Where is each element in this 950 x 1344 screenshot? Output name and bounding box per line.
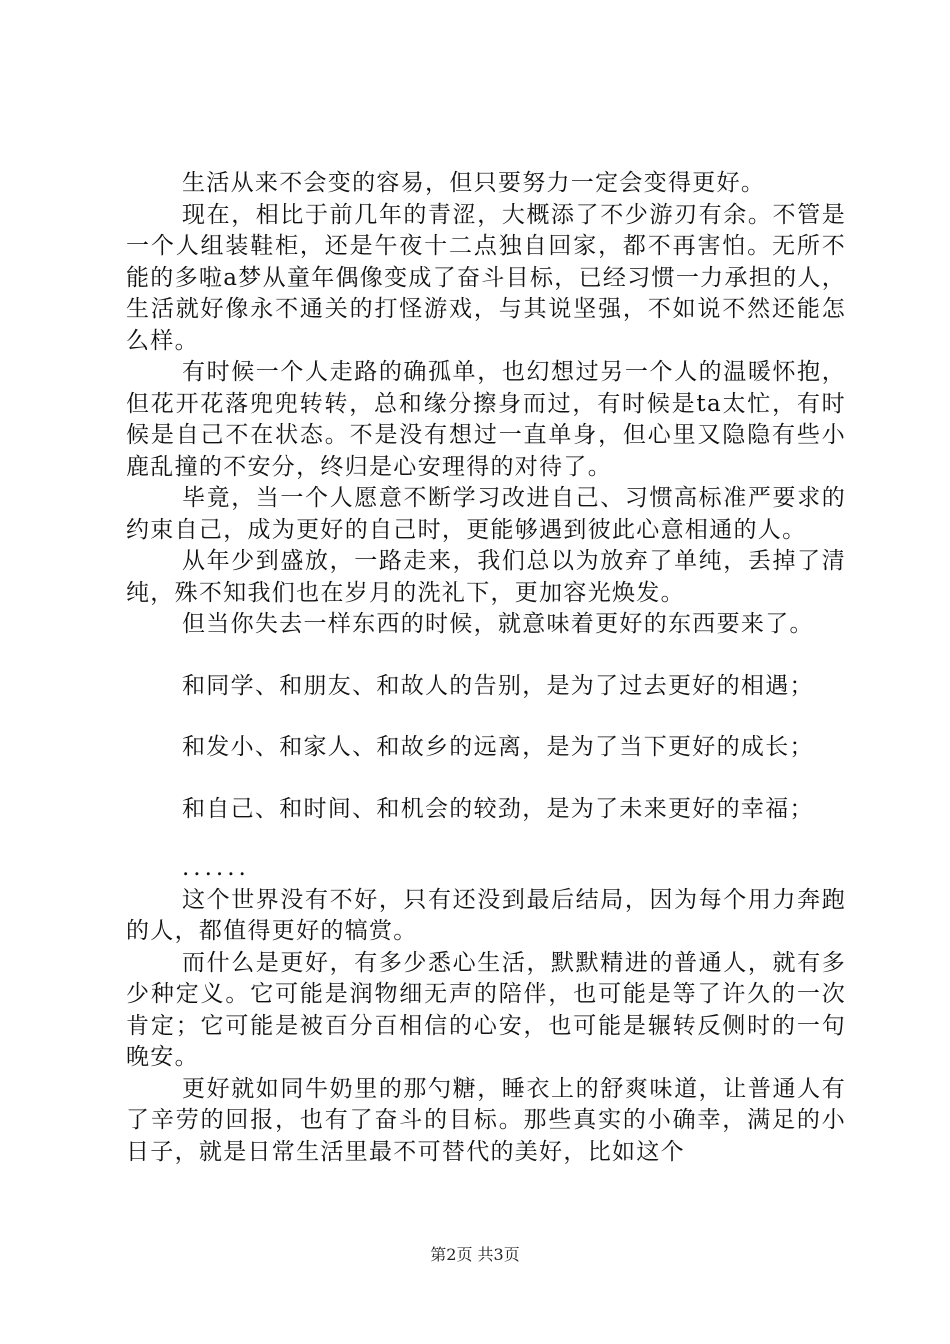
paragraph-3: 有时候一个人走路的确孤单，也幻想过另一个人的温暖怀抱，但花开花落兜兜转转，总和缘分擦身而过，有时候是ta太忙，有时候是自己不在状态。不是没有想过一直单身，但心里又隐隐有些小鹿乱撞的不安分，终归是心安理得的对待了。 xyxy=(126,359,846,480)
closing-paragraph-3: 更好就如同牛奶里的那勺糖，睡衣上的舒爽味道，让普通人有了辛劳的回报，也有了奋斗的目标。那些真实的小确幸，满足的小日子，就是日常生活里最不可替代的美好，比如这个 xyxy=(126,1075,846,1165)
page-number-label: 第2页 共3页 xyxy=(430,1245,520,1264)
closing-paragraph-2: 而什么是更好，有多少悉心生活，默默精进的普通人，就有多少种定义。它可能是润物细无声的陪伴，也可能是等了许久的一次肯定；它可能是被百分百相信的心安，也可能是辗转反侧时的一句晚安。 xyxy=(126,949,846,1070)
verse-line-2: 和发小、和家人、和故乡的远离，是为了当下更好的成长； xyxy=(182,734,814,760)
paragraph-4: 毕竟，当一个人愿意不断学习改进自己、习惯高标准严要求的约束自己，成为更好的自己时，更能够遇到彼此心意相通的人。 xyxy=(126,485,846,543)
paragraph-5: 从年少到盛放，一路走来，我们总以为放弃了单纯，丢掉了清纯，殊不知我们也在岁月的洗礼下，更加容光焕发。 xyxy=(126,548,846,606)
ellipsis: ...... xyxy=(182,855,250,881)
paragraph-6: 但当你失去一样东西的时候，就意味着更好的东西要来了。 xyxy=(182,611,814,637)
document-body xyxy=(126,168,846,1168)
verse-line-3: 和自己、和时间、和机会的较劲，是为了未来更好的幸福； xyxy=(182,795,814,822)
page-footer xyxy=(0,1245,950,1265)
closing-paragraph-1: 这个世界没有不好，只有还没到最后结局，因为每个用力奔跑的人，都值得更好的犒赏。 xyxy=(126,886,846,944)
paragraph-2: 现在，相比于前几年的青涩，大概添了不少游刃有余。不管是一个人组装鞋柜，还是午夜十二点独自回家，都不再害怕。无所不能的多啦a梦从童年偶像变成了奋斗目标，已经习惯一力承担的人，生活就好像永不通关的打怪游戏，与其说坚强，不如说不然还能怎么样。 xyxy=(126,201,846,354)
verse-line-1: 和同学、和朋友、和故人的告别，是为了过去更好的相遇； xyxy=(182,672,814,699)
paragraph-1: 生活从来不会变的容易，但只要努力一定会变得更好。 xyxy=(182,170,766,196)
